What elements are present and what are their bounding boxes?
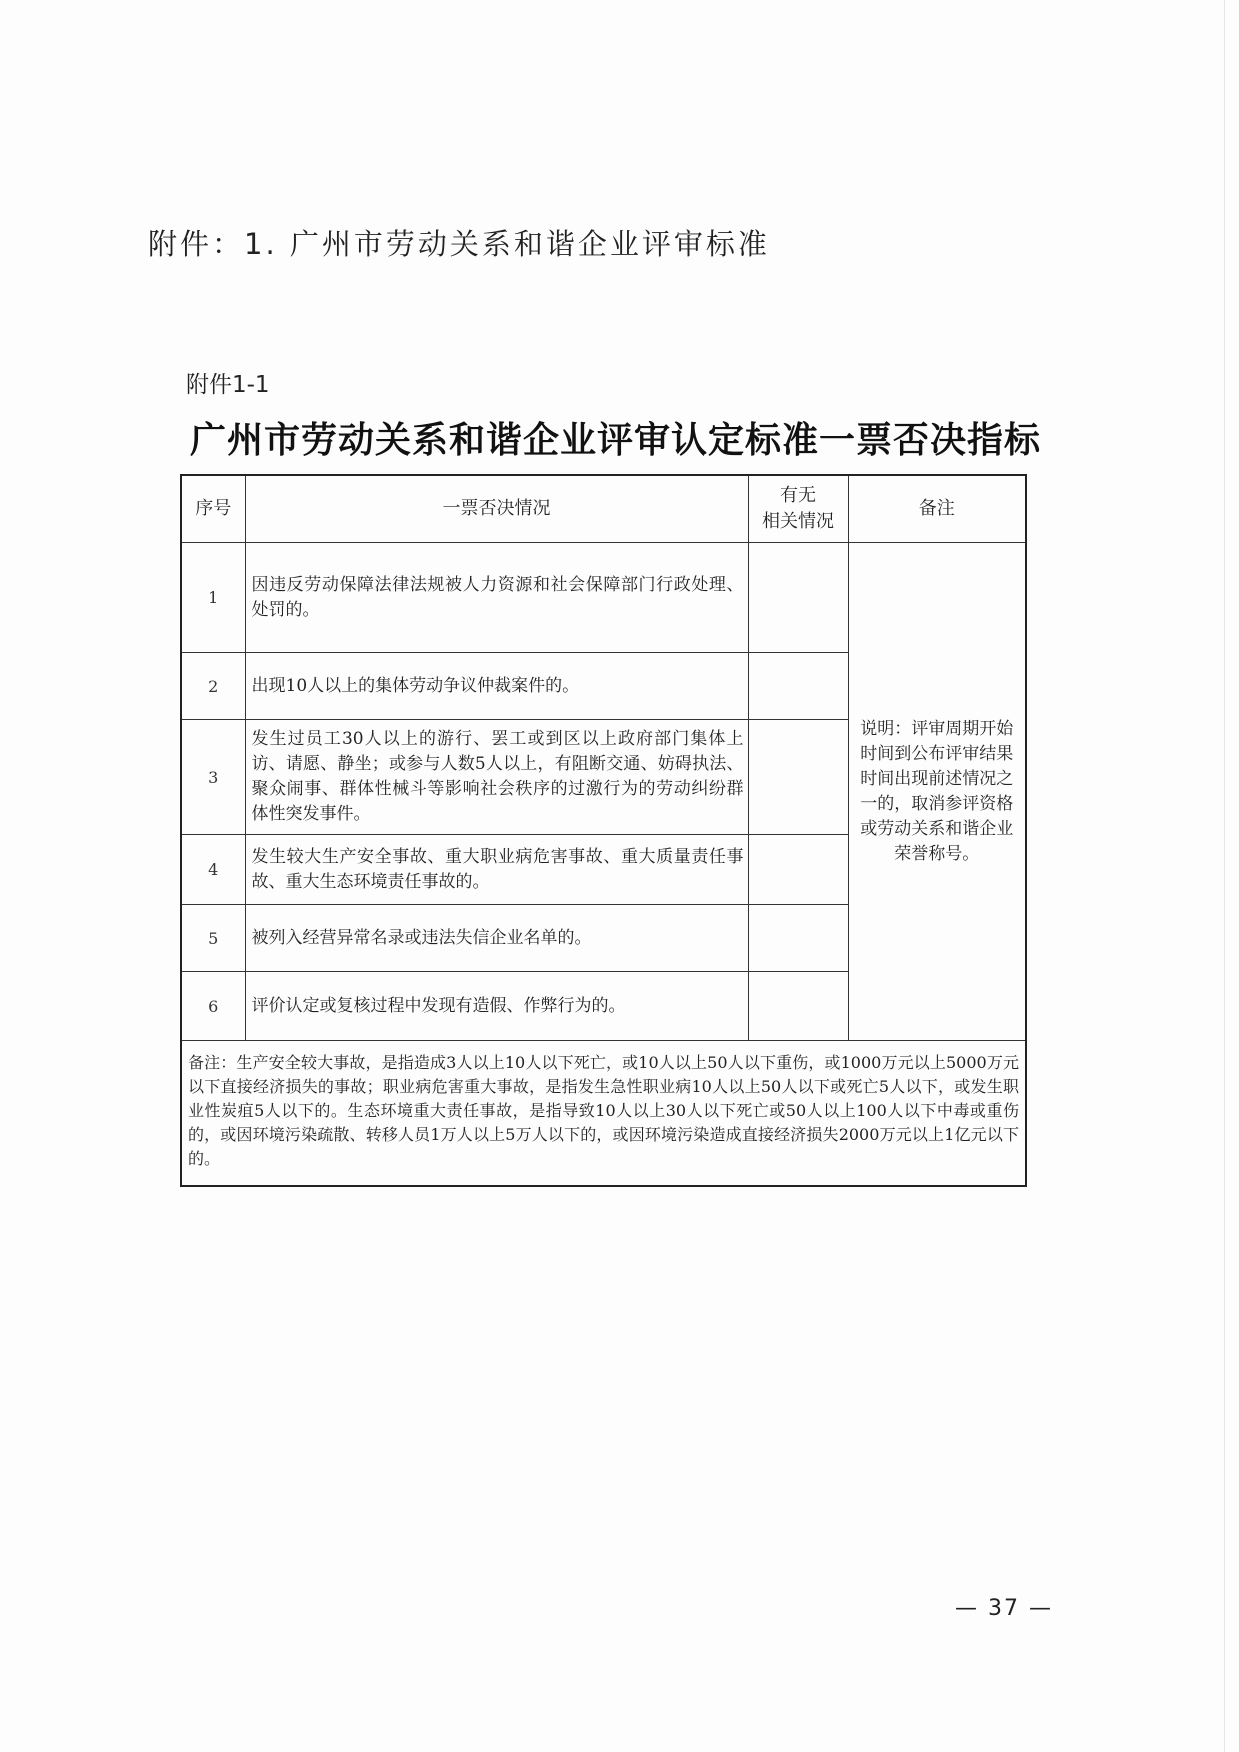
row-number: 2 <box>181 653 245 720</box>
row-situation: 出现10人以上的集体劳动争议仲裁案件的。 <box>245 653 748 720</box>
document-title: 广州市劳动关系和谐企业评审认定标准一票否决指标 <box>190 419 1042 461</box>
row-number: 5 <box>181 905 245 972</box>
row-number: 4 <box>181 835 245 905</box>
footnote-row <box>181 1041 1026 1187</box>
row-has-situation-cell[interactable] <box>748 543 848 653</box>
table-header-row <box>181 475 1026 543</box>
attachment-heading: 附件：1. 广州市劳动关系和谐企业评审标准 <box>148 227 770 261</box>
attachment-sub-label: 附件1-1 <box>186 372 270 398</box>
row-has-situation-cell[interactable] <box>748 905 848 972</box>
header-no: 序号 <box>181 475 245 543</box>
row-has-situation-cell[interactable] <box>748 653 848 720</box>
row-situation: 因违反劳动保障法律法规被人力资源和社会保障部门行政处理、处罚的。 <box>245 543 748 653</box>
row-situation: 发生较大生产安全事故、重大职业病危害事故、重大质量责任事故、重大生态环境责任事故的。 <box>245 835 748 905</box>
header-has-situation <box>748 475 848 543</box>
header-note: 备注 <box>848 475 1026 543</box>
row-situation: 评价认定或复核过程中发现有造假、作弊行为的。 <box>245 972 748 1041</box>
table-footnote: 备注：生产安全较大事故，是指造成3人以上10人以下死亡，或10人以上50人以下重伤，或1000万元以上5000万元以下直接经济损失的事故；职业病危害重大事故，是指发生急性职业病10人以上50人以下或死亡5人以下，或发生职业性炭疽5人以下的。生态环境重大责任事故，是指导致10人以上30人以下死亡或50人以上100人以下中毒或重伤的，或因环境污染疏散、转移人员1万人以上5万人以下的，或因环境污染造成直接经济损失2000万元以上1亿元以下的。 <box>181 1041 1026 1187</box>
row-number: 3 <box>181 720 245 835</box>
row-has-situation-cell[interactable] <box>748 720 848 835</box>
note-cell: 说明：评审周期开始时间到公布评审结果时间出现前述情况之一的，取消参评资格或劳动关系和谐企业荣誉称号。 <box>848 543 1026 1041</box>
row-has-situation-cell[interactable] <box>748 972 848 1041</box>
veto-criteria-table <box>180 474 1027 1187</box>
page-number: — 37 — <box>955 1596 1053 1621</box>
row-has-situation-cell[interactable] <box>748 835 848 905</box>
header-situation: 一票否决情况 <box>245 475 748 543</box>
row-situation: 被列入经营异常名录或违法失信企业名单的。 <box>245 905 748 972</box>
row-number: 6 <box>181 972 245 1041</box>
row-number: 1 <box>181 543 245 653</box>
scan-edge-line <box>1224 0 1225 1752</box>
header-has-line2: 相关情况 <box>762 511 834 532</box>
header-has-line1: 有无 <box>780 485 816 506</box>
table-row <box>181 543 1026 653</box>
row-situation: 发生过员工30人以上的游行、罢工或到区以上政府部门集体上访、请愿、静坐；或参与人数5人以上，有阻断交通、妨碍执法、聚众闹事、群体性械斗等影响社会秩序的过激行为的劳动纠纷群体性突发事件。 <box>245 720 748 835</box>
